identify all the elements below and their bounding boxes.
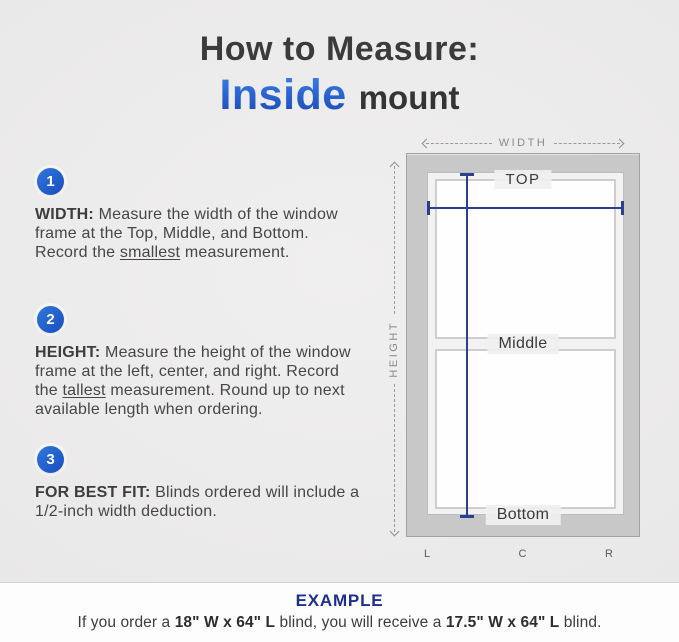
step-2-number-badge: [37, 306, 64, 333]
example-sentence: [0, 614, 679, 632]
step-1-body: Measure the width of the window frame at the Top, Middle, and Bottom. Record the: [35, 206, 338, 261]
title-highlight: Inside: [219, 71, 347, 119]
label-top: TOP: [494, 170, 551, 189]
height-arrow-dash: [394, 384, 395, 532]
example-part-2: blind, you will receive a: [275, 614, 446, 631]
step-2-body: Measure the height of the window frame at the left, center, and right. Record the: [35, 344, 351, 399]
window-bottom-sash: [435, 349, 616, 509]
label-left: L: [424, 548, 432, 560]
width-arrow: [423, 137, 623, 149]
step-2-lead: HEIGHT:: [35, 344, 101, 361]
width-arrow-label: WIDTH: [498, 137, 548, 149]
height-measure-line: [466, 173, 468, 518]
step-3: [35, 446, 391, 521]
step-3-number: 3: [46, 451, 55, 468]
title-line2: [0, 71, 679, 120]
step-1-underlined-word: smallest: [119, 244, 181, 261]
height-arrow-dash: [394, 166, 395, 314]
arrow-left-icon: [422, 138, 432, 148]
width-arrow-dash: [554, 143, 620, 144]
step-2-text: [35, 343, 357, 419]
example-part-1: If you order a: [77, 614, 175, 631]
step-1-lead: WIDTH:: [35, 206, 94, 223]
step-1-number: 1: [46, 173, 55, 190]
height-arrow-label: HEIGHT: [388, 320, 400, 378]
arrow-down-icon: [389, 527, 399, 537]
step-3-number-badge: [37, 446, 64, 473]
label-center: C: [518, 548, 528, 560]
step-1-body-after: measurement.: [180, 244, 290, 261]
step-3-text: [35, 483, 391, 521]
arrow-right-icon: [615, 138, 625, 148]
example-part-3: blind.: [559, 614, 602, 631]
height-arrow: [386, 163, 402, 535]
window-frame: [406, 153, 640, 537]
example-ordered-size: 18" W x 64" L: [174, 614, 276, 631]
label-bottom: Bottom: [486, 505, 561, 525]
width-arrow-dash: [426, 143, 492, 144]
window-top-sash: [435, 179, 616, 339]
window-measure-diagram: [383, 131, 679, 577]
step-2: [35, 306, 357, 419]
label-right: R: [605, 548, 614, 560]
title-line1: How to Measure:: [199, 30, 480, 68]
page-title: [0, 30, 679, 120]
step-2-number: 2: [46, 311, 55, 328]
arrow-up-icon: [389, 162, 399, 172]
label-middle: Middle: [488, 334, 559, 354]
example-received-size: 17.5" W x 64" L: [445, 614, 560, 631]
lcr-labels: [406, 548, 640, 562]
step-1: [35, 168, 347, 262]
example-footer: [0, 583, 679, 642]
step-1-number-badge: [37, 168, 64, 195]
title-suffix: mount: [358, 79, 460, 116]
step-3-body: Blinds ordered will include a 1/2-inch width deduction.: [35, 484, 360, 520]
step-3-lead: FOR BEST FIT:: [35, 484, 151, 501]
example-heading: EXAMPLE: [295, 591, 384, 610]
step-2-underlined-word: tallest: [62, 382, 106, 399]
step-2-body-after: measurement. Round up to next available length when ordering.: [35, 382, 345, 418]
width-measure-line: [427, 207, 624, 209]
step-1-text: [35, 205, 347, 262]
